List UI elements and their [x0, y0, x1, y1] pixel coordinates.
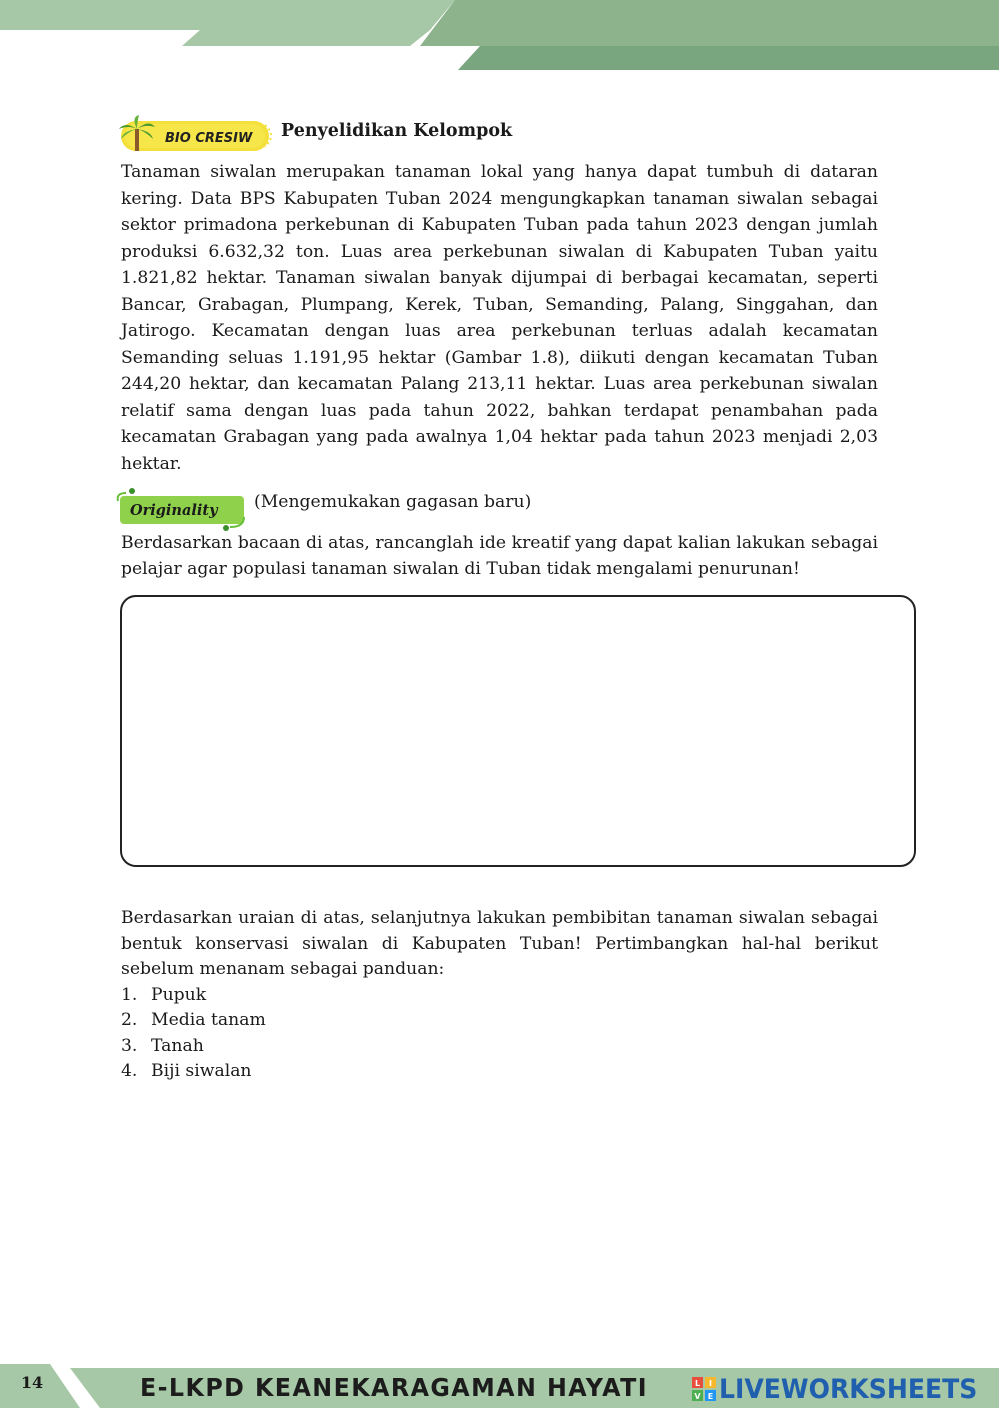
section-header [115, 115, 815, 155]
top-banner [0, 0, 999, 72]
originality-instruction: Berdasarkan bacaan di atas, rancanglah ide kreatif yang dapat kalian lakukan sebagai pelajar agar populasi tanaman siwalan di Tuban tidak mengalami penurunan! [121, 533, 878, 579]
intro-paragraph: Tanaman siwalan merupakan tanaman lokal yang hanya dapat tumbuh di dataran kering. Data BPS Kabupaten Tuban 2024 mengungkapkan tanaman siwalan sebagai sektor primadona perkebunan di Kabupaten Tuban pada tahun 2023 dengan jumlah produksi 6.632,32 ton. Luas area perkebunan siwalan di Kabupaten Tuban yaitu 1.821,82 hektar. Tanaman siwalan banyak dijumpai di berbagai kecamatan, seperti Bancar, Grabagan, Plumpang, Kerek, Tuban, Semanding, Palang, Singgahan, dan Jatirogo. Kecamatan dengan luas area perkebunan terluas adalah kecamatan Semanding seluas 1.191,95 hektar (Gambar 1.8), diikuti dengan kecamatan Tuban 244,20 hektar, dan kecamatan Palang 213,11 hektar. Luas area perkebunan siwalan relatif sama dengan luas pada tahun 2022, bahkan terdapat penambahan pada kecamatan Grabagan yang pada awalnya 1,04 hektar pada tahun 2023 menjadi 2,03 hektar. [121, 162, 878, 474]
svg-text:Originality: Originality [130, 502, 218, 519]
originality-caption: (Mengemukakan gagasan baru) [254, 492, 532, 512]
answer-textarea[interactable] [120, 595, 916, 867]
liveworksheets-brand: LIVEWORKSHEETS [719, 1373, 978, 1405]
section-title: Penyelidikan Kelompok [281, 121, 513, 141]
page-number: 14 [20, 1373, 44, 1392]
originality-instruction-section [121, 531, 878, 582]
svg-text:I: I [709, 1379, 712, 1388]
originality-badge [112, 487, 252, 535]
guide-paragraph: Berdasarkan uraian di atas, selanjutnya lakukan pembibitan tanaman siwalan sebagai bentuk konservasi siwalan di Kabupaten Tuban! Pertimbangkan hal-hal berikut sebelum menanam sebagai panduan: [121, 908, 878, 979]
intro-section [121, 159, 878, 477]
liveworksheets-logo [692, 1374, 997, 1404]
bio-cresiw-badge [115, 115, 275, 155]
svg-text:V: V [694, 1392, 701, 1401]
footer-title: E-LKPD KEANEKARAGAMAN HAYATI [140, 1373, 648, 1402]
list-item: 2. Media tanam [121, 1010, 266, 1030]
svg-text:L: L [694, 1379, 701, 1388]
list-item: 1. Pupuk [121, 984, 207, 1005]
list-item: 3. Tanah [121, 1035, 204, 1056]
guide-list [121, 983, 878, 1085]
list-item: 4. Biji siwalan [121, 1061, 252, 1081]
guide-section [121, 906, 878, 1085]
svg-text:E: E [707, 1392, 714, 1401]
liveworksheets-icon [692, 1377, 716, 1401]
svg-text:BIO CRESIW: BIO CRESIW [165, 131, 253, 146]
originality-header [112, 487, 812, 535]
